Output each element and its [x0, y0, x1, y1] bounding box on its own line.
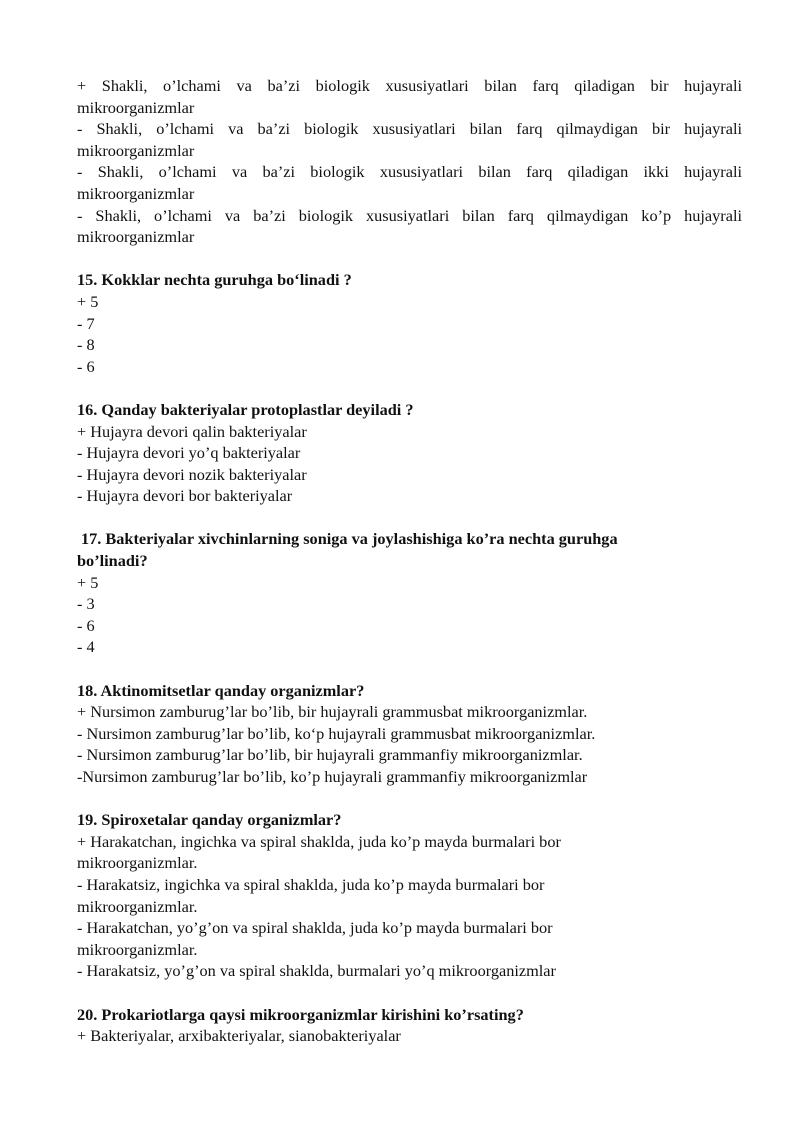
- answer-option-continuation: mikroorganizmlar.: [77, 939, 198, 959]
- answer-option: - Hujayra devori bor bakteriyalar: [77, 486, 293, 506]
- answer-option: - 4: [77, 637, 95, 657]
- intro-options: [77, 75, 742, 248]
- answer-option: - 7: [77, 313, 95, 333]
- option-line: - Shakli, o’lchami va ba’zi biologik xususiyatlari bilan farq qilmaydigan ko’p hujayrali: [77, 205, 742, 225]
- answer-option: - 3: [77, 594, 95, 614]
- answer-option-continuation: mikroorganizmlar.: [77, 853, 198, 873]
- question-title: 17. Bakteriyalar xivchinlarning soniga va joylashishiga ko’ra nechta guruhga: [81, 529, 618, 549]
- answer-option: -Nursimon zamburug’lar bo’lib, ko’p hujayrali grammanfiy mikroorganizmlar: [77, 767, 588, 786]
- question-title: 15. Kokklar nechta guruhga bo‘linadi ?: [77, 270, 352, 290]
- question-title-continuation: bo’linadi?: [77, 551, 148, 571]
- answer-option: + Hujayra devori qalin bakteriyalar: [77, 421, 307, 441]
- answer-option: - Nursimon zamburug’lar bo’lib, ko‘p hujayrali grammusbat mikroorganizmlar.: [77, 723, 596, 743]
- answer-option: + Bakteriyalar, arxibakteriyalar, sianobakteriyalar: [77, 1026, 401, 1046]
- option-line: - Shakli, o’lchami va ba’zi biologik xususiyatlari bilan farq qilmaydigan bir hujayrali: [77, 119, 742, 139]
- answer-option: + 5: [77, 572, 99, 592]
- question-16: [77, 399, 742, 507]
- answer-option: - Harakatsiz, ingichka va spiral shaklda, juda ko’p mayda burmalari bor: [77, 874, 545, 894]
- option-line: - Shakli, o’lchami va ba’zi biologik xususiyatlari bilan farq qiladigan ikki hujayrali: [77, 162, 742, 182]
- answer-option: - Hujayra devori yo’q bakteriyalar: [77, 443, 301, 463]
- answer-option: - Nursimon zamburug’lar bo’lib, bir hujayrali grammanfiy mikroorganizmlar.: [77, 745, 583, 765]
- option-line: mikroorganizmlar: [77, 140, 195, 160]
- answer-option-continuation: mikroorganizmlar.: [77, 896, 198, 916]
- answer-option: - 8: [77, 335, 95, 355]
- option-line: mikroorganizmlar: [77, 97, 195, 117]
- question-20: [77, 1004, 742, 1047]
- answer-option: - 6: [77, 615, 95, 635]
- answer-option: - Harakatsiz, yo’g’on va spiral shaklda, burmalari yo’q mikroorganizmlar: [77, 961, 556, 981]
- answer-option: - Harakatchan, yo’g’on va spiral shaklda, juda ko’p mayda burmalari bor: [77, 918, 553, 938]
- option-line: mikroorganizmlar: [77, 227, 195, 247]
- answer-option: + 5: [77, 291, 99, 311]
- answer-option: - Hujayra devori nozik bakteriyalar: [77, 464, 307, 484]
- question-title: 19. Spiroxetalar qanday organizmlar?: [77, 810, 342, 830]
- answer-option: + Nursimon zamburug’lar bo’lib, bir hujayrali grammusbat mikroorganizmlar.: [77, 702, 588, 722]
- question-title: 18. Aktinomitsetlar qanday organizmlar?: [77, 680, 365, 700]
- option-line: mikroorganizmlar: [77, 183, 195, 203]
- question-19: [77, 809, 742, 982]
- option-line: + Shakli, o’lchami va ba’zi biologik xususiyatlari bilan farq qiladigan bir hujayrali: [77, 76, 742, 95]
- question-18: [77, 680, 742, 788]
- question-15: [77, 269, 742, 377]
- answer-option: - 6: [77, 356, 95, 376]
- question-title: 20. Prokariotlarga qaysi mikroorganizmlar kirishini ko’rsating?: [77, 1004, 524, 1024]
- question-title: 16. Qanday bakteriyalar protoplastlar deyiladi ?: [77, 399, 414, 419]
- question-17: [77, 528, 742, 658]
- answer-option: + Harakatchan, ingichka va spiral shaklda, juda ko’p mayda burmalari bor: [77, 831, 561, 851]
